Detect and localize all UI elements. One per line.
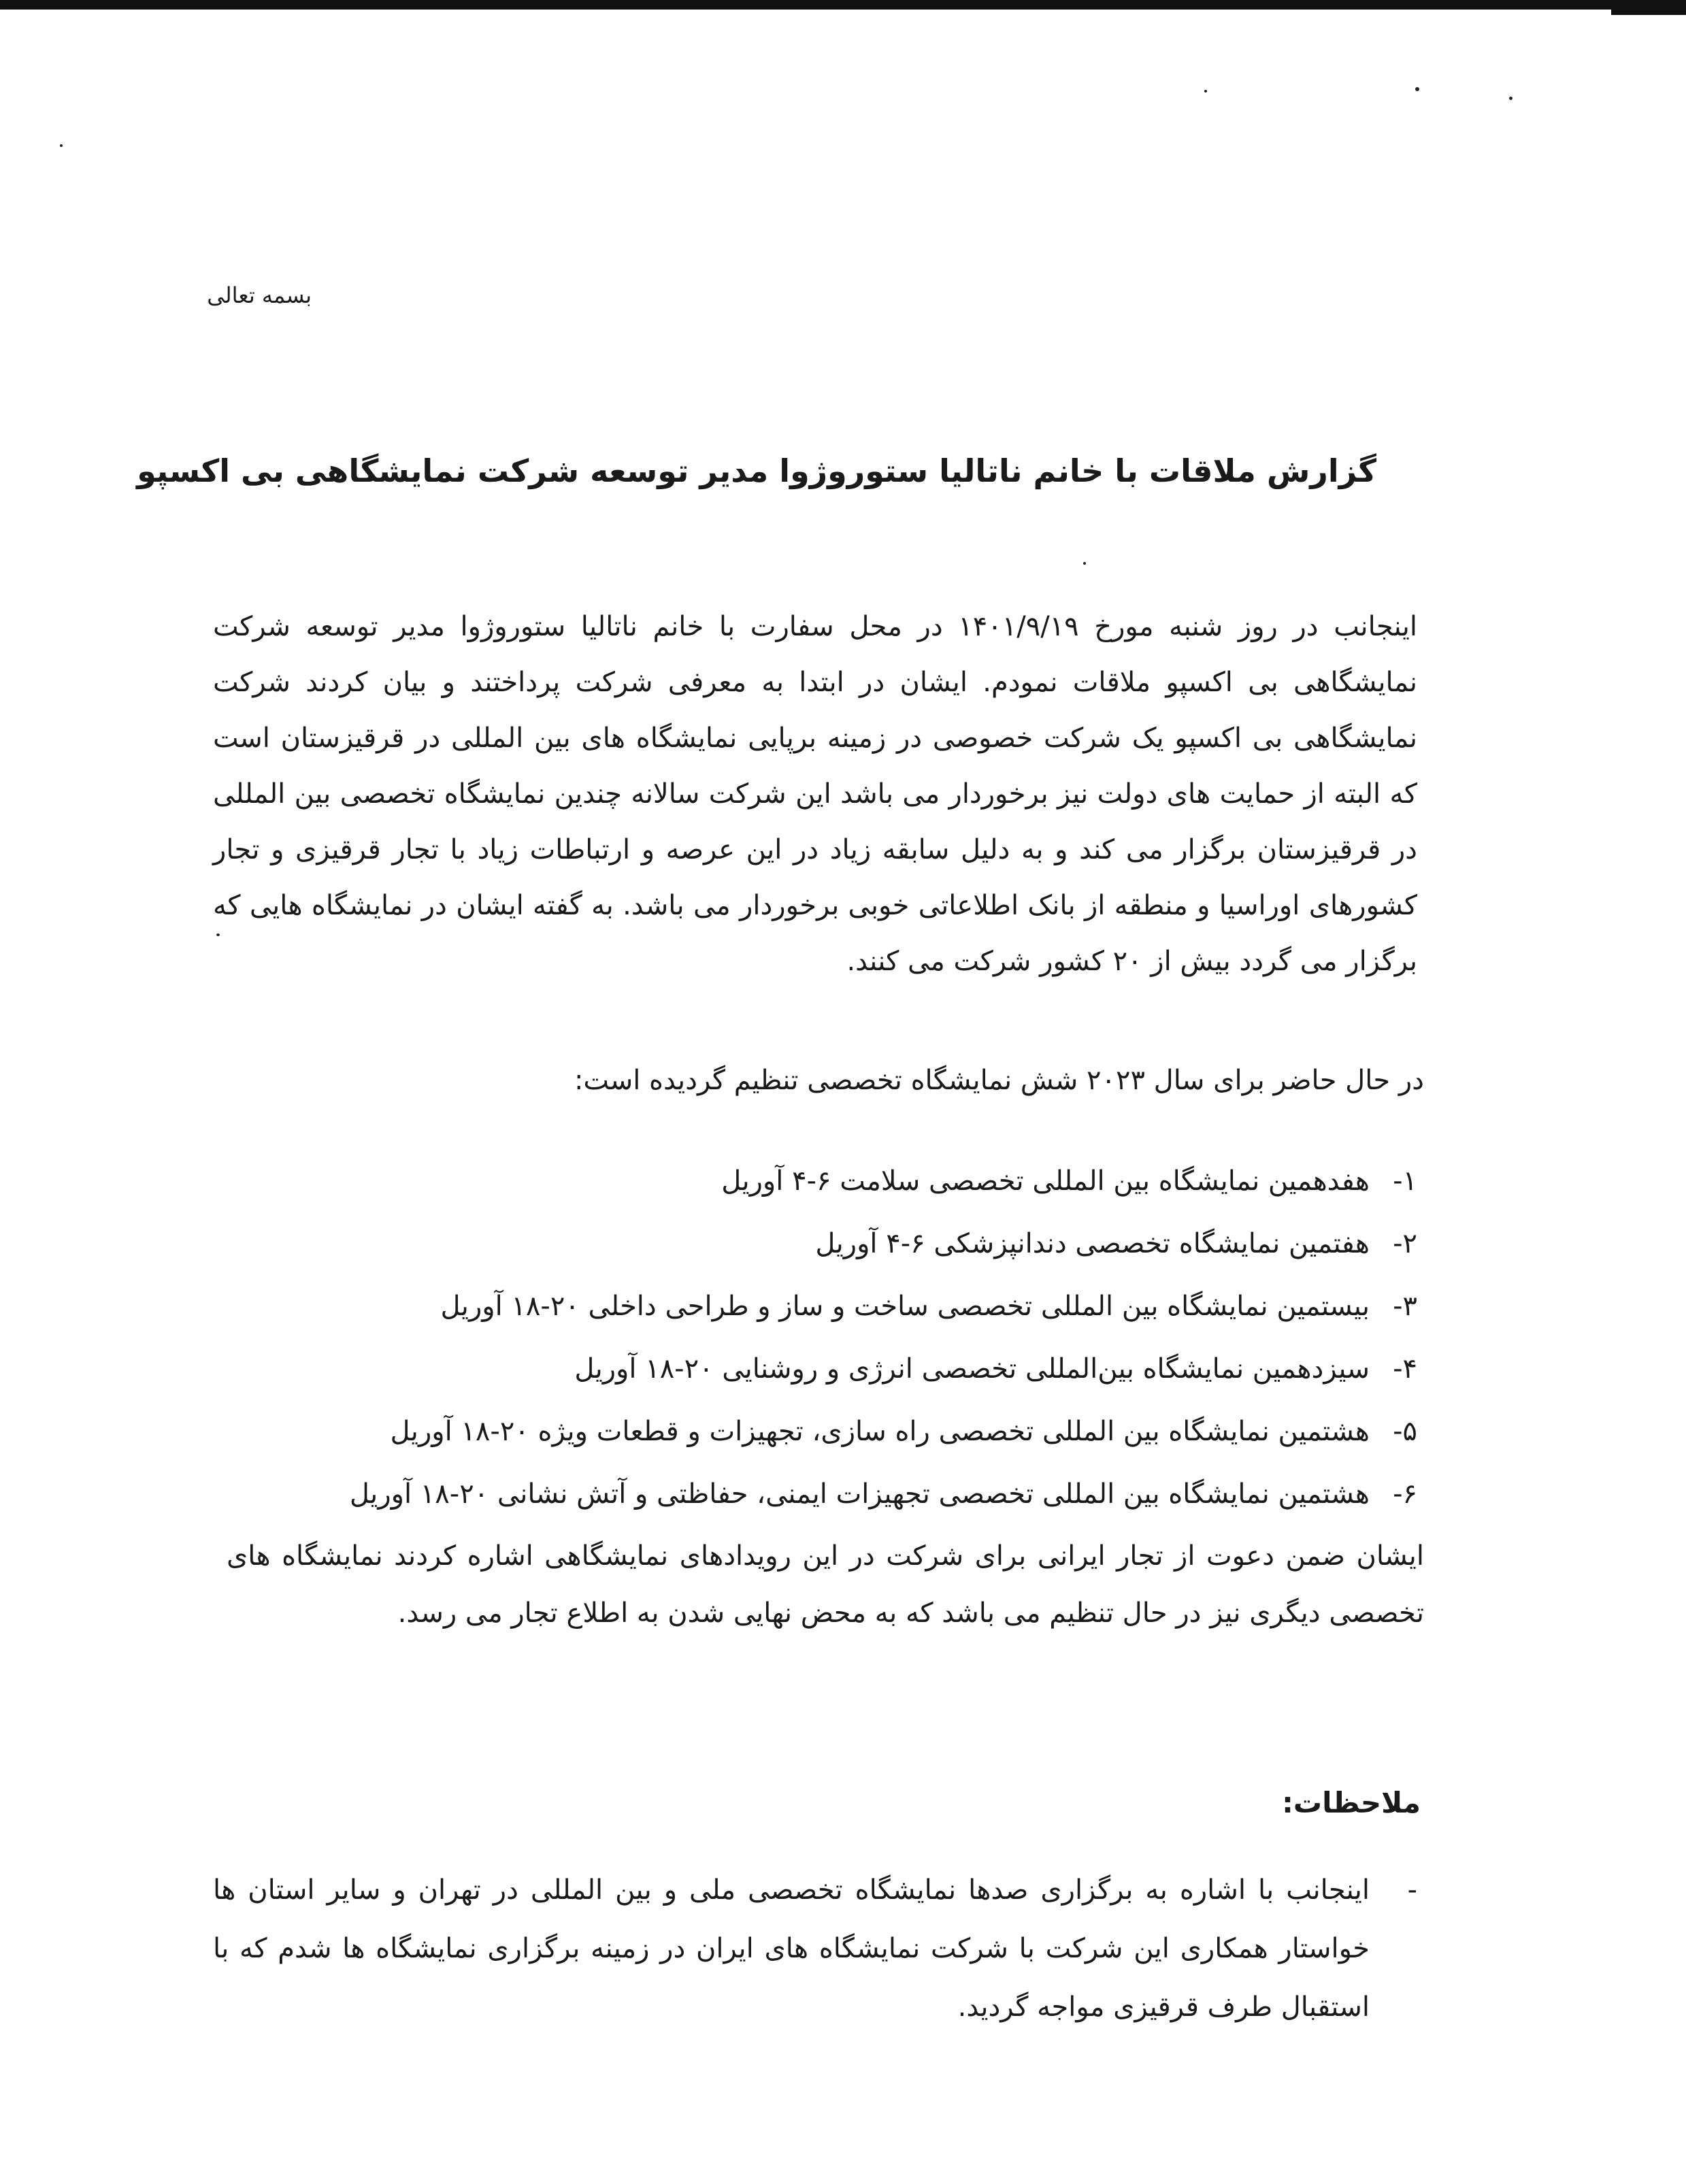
exhibition-list [350, 1150, 1417, 1525]
list-item-text: سیزدهمین نمایشگاه بین‌المللی تخصصی انرژی و روشنایی ۲۰-۱۸ آوریل [574, 1353, 1370, 1385]
list-item [350, 1400, 1417, 1463]
intro-paragraph-text: اینجانب در روز شنبه مورخ ۱۴۰۱/۹/۱۹ در محل سفارت با خانم ناتالیا ستوروژوا مدیر توسعه شرکت نمایشگاهی بی اکسپو ملاقات نمودم. ایشان در ابتدا به معرفی شرکت پرداختند و بیان کردند شرکت نمایشگاهی بی اکسپو یک شرکت خصوصی در زمینه برپایی نمایشگاه های بین المللی در قرقیزستان است که البته از حمایت های دولت نیز برخوردار می باشد این شرکت سالانه چندین نمایشگاه تخصصی بین المللی در قرقیزستان برگزار می کند و به دلیل سابقه زیاد در این عرصه و ارتباطات زیاد با تجار قرقیزی و تجار کشورهای اوراسیا و منطقه از بانک اطلاعاتی خوبی برخوردار می باشد. به گفته ایشان در نمایشگاه هایی که برگزار می گردد بیش از ۲۰ کشور شرکت می کنند. [213, 611, 1417, 977]
note-bullet: - [1407, 1874, 1417, 1906]
list-item-number: ۴- [1393, 1353, 1417, 1385]
list-item-number: ۶- [1393, 1478, 1417, 1510]
list-item-text: هفتمین نمایشگاه تخصصی دندانپزشکی ۶-۴ آوریل [815, 1228, 1370, 1259]
list-item [350, 1338, 1417, 1400]
list-item-number: ۲- [1393, 1228, 1417, 1259]
intro-paragraph [213, 599, 1417, 989]
list-item [350, 1212, 1417, 1275]
note-item [213, 1861, 1417, 2036]
list-item-number: ۵- [1393, 1416, 1417, 1447]
list-item [350, 1463, 1417, 1525]
list-item-text: هفدهمین نمایشگاه بین المللی تخصصی سلامت ۶-۴ آوریل [721, 1165, 1370, 1197]
salutation: بسمه تعالی [207, 282, 312, 308]
list-item [350, 1275, 1417, 1338]
invitation-paragraph: ایشان ضمن دعوت از تجار ایرانی برای شرکت در این رویدادهای نمایشگاهی اشاره کردند نمایشگاه های تخصصی دیگری نیز در حال تنظیم می باشد که به محض نهایی شدن به اطلاع تجار می رسد. [227, 1540, 1424, 1629]
list-item-number: ۳- [1393, 1291, 1417, 1322]
list-item-text: بیستمین نمایشگاه بین المللی تخصصی ساخت و ساز و طراحی داخلی ۲۰-۱۸ آوریل [440, 1291, 1370, 1322]
list-item-text: هشتمین نمایشگاه بین المللی تخصصی راه سازی، تجهیزات و قطعات ویژه ۲۰-۱۸ آوریل [390, 1416, 1370, 1447]
report-title: گزارش ملاقات با خانم ناتالیا ستوروژوا مدیر توسعه شرکت نمایشگاهی بی اکسپو [137, 452, 1376, 489]
list-item-number: ۱- [1393, 1165, 1417, 1197]
list-item [350, 1150, 1417, 1212]
notes-heading: ملاحظات: [1282, 1786, 1421, 1819]
note-text: اینجانب با اشاره به برگزاری صدها نمایشگاه تخصصی ملی و بین المللی در تهران و سایر استان ها خواستار همکاری این شرکت با شرکت نمایشگاه های ایران در زمینه برگزاری نمایشگاه ها شدم که با استقبال طرف قرقیزی مواجه گردید. [213, 1874, 1370, 2023]
schedule-intro: در حال حاضر برای سال ۲۰۲۳ شش نمایشگاه تخصصی تنظیم گردیده است: [574, 1065, 1424, 1096]
list-item-text: هشتمین نمایشگاه بین المللی تخصصی تجهیزات ایمنی، حفاظتی و آتش نشانی ۲۰-۱۸ آوریل [349, 1478, 1370, 1510]
